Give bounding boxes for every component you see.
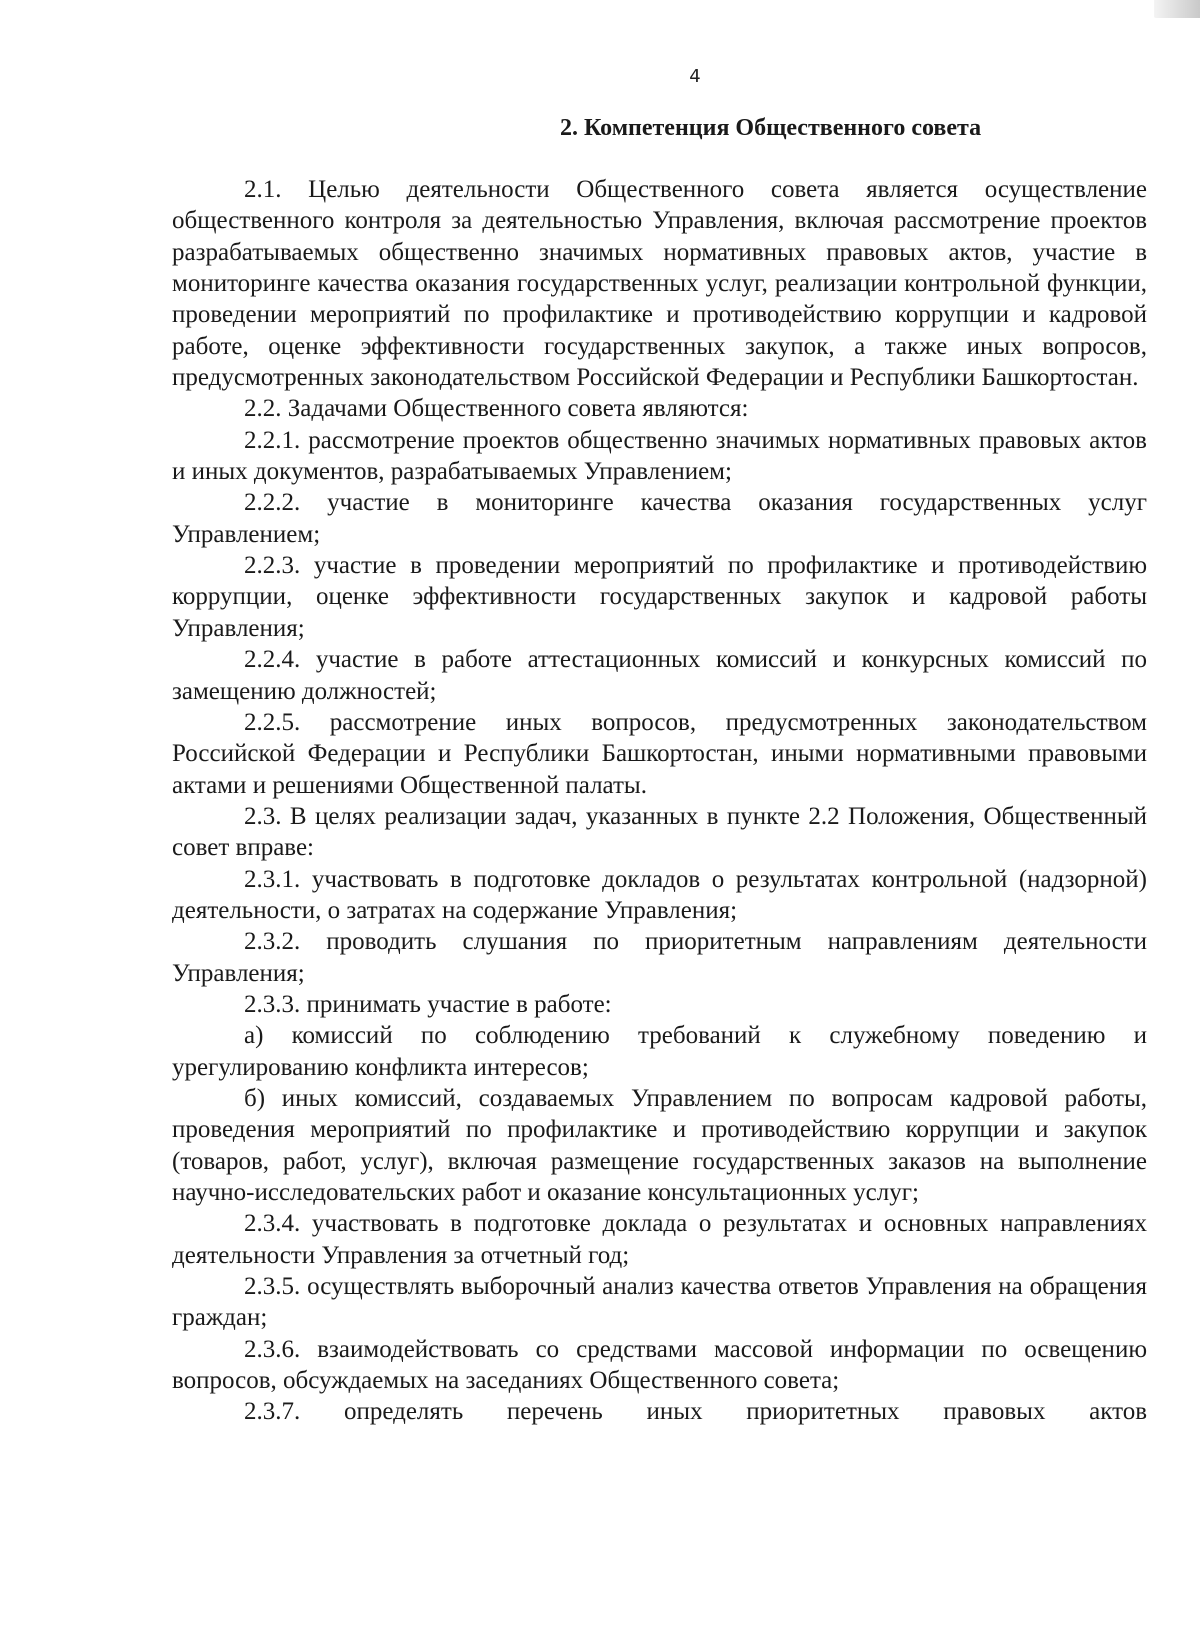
paragraph-2-2-4: 2.2.4. участие в работе аттестационных комиссий и конкурсных комиссий по замещению должностей; [172,646,1147,705]
paragraph-2-2-3: 2.2.3. участие в проведении мероприятий по профилактике и противодействию коррупции, оценке эффективности государственных закупок и кадровой работы Управления; [172,552,1147,642]
paragraph-2-3-4: 2.3.4. участвовать в подготовке доклада о результатах и основных направлениях деятельности Управления за отчетный год; [172,1210,1147,1269]
scan-corner-mark [1154,0,1200,18]
paragraph-2-3-1: 2.3.1. участвовать в подготовке докладов о результатах контрольной (надзорной) деятельности, о затратах на содержание Управления; [172,865,1147,924]
paragraph-2-3-3-a: а) комиссий по соблюдению требований к служебному поведению и урегулированию конфликта интересов; [172,1022,1147,1081]
paragraph-2-3-6: 2.3.6. взаимодействовать со средствами массовой информации по освещению вопросов, обсуждаемых на заседаниях Общественного совета; [172,1335,1147,1395]
paragraph-2-3-2: 2.3.2. проводить слушания по приоритетным направлениям деятельности Управления; [172,928,1147,987]
paragraph-2-2-5: 2.2.5. рассмотрение иных вопросов, предусмотренных законодательством Российской Федерации и Республики Башкортостан, иными нормативными правовыми актами и решениями Общественной палаты. [172,708,1147,799]
paragraph-2-3-3-b: б) иных комиссий, создаваемых Управлением по вопросам кадровой работы, проведения мероприятий по профилактике и противодействию коррупции и закупок (товаров, работ, услуг), включая размещение государственных заказов на выполнение научно-исследовательских работ и оказание консультационных услуг; [172,1084,1147,1206]
page-number: 4 [689,66,701,87]
paragraph-2-3-5: 2.3.5. осуществлять выборочный анализ качества ответов Управления на обращения граждан; [172,1273,1147,1332]
paragraph-2-2-2: 2.2.2. участие в мониторинге качества оказания государственных услуг Управлением; [172,489,1147,548]
paragraph-2-3-7: 2.3.7. определять перечень иных приоритетных правовых актов [244,1398,1147,1426]
paragraph-2-1: 2.1. Целью деятельности Общественного совета является осуществление общественного контроля за деятельностью Управления, включая рассмотрение проектов разрабатываемых общественно значимых нормативных правовых актов, участие в мониторинге качества оказания государственных услуг, реализации контрольной функции, проведении мероприятий по профилактике и противодействию коррупции и кадровой работе, оценке эффективности государственных закупок, а также иных вопросов, предусмотренных законодательством Российской Федерации и Республики Башкортостан. [172,176,1147,392]
paragraph-2-2-1: 2.2.1. рассмотрение проектов общественно значимых нормативных правовых актов и иных документов, разрабатываемых Управлением; [172,426,1147,486]
section-title: 2. Компетенция Общественного совета [559,115,982,141]
paragraph-2-2: 2.2. Задачами Общественного совета являются: [244,395,749,423]
document-body [172,112,1147,1428]
paragraph-2-3: 2.3. В целях реализации задач, указанных в пункте 2.2 Положения, Общественный совет вправе: [172,802,1147,862]
paragraph-2-3-3: 2.3.3. принимать участие в работе: [244,990,612,1018]
